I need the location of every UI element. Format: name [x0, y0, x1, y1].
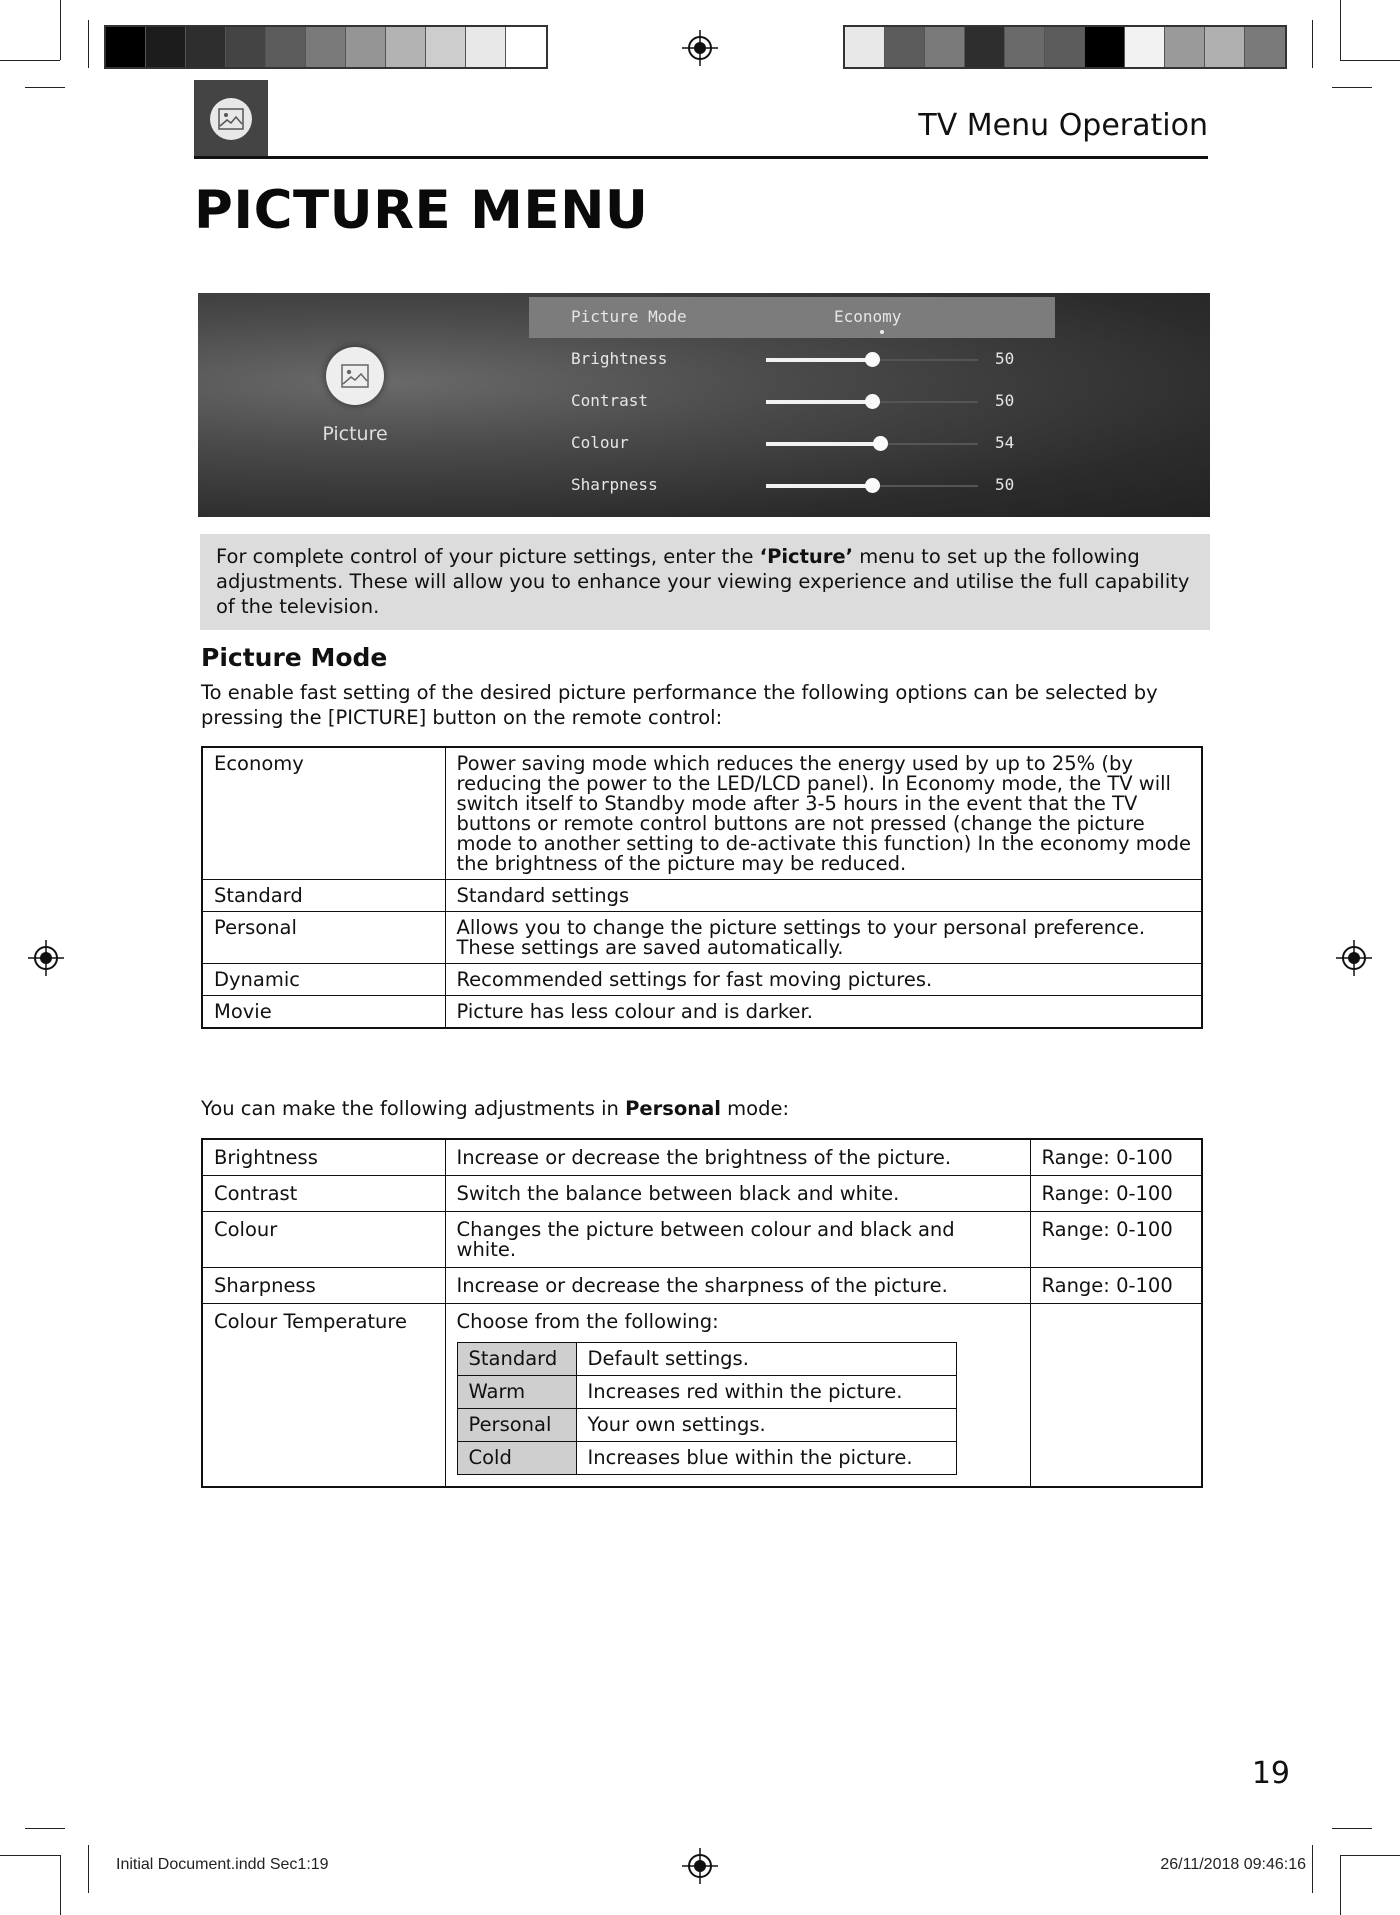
option-name: Standard [457, 1343, 576, 1376]
color-swatch [845, 27, 885, 67]
slug-file-info: Initial Document.indd Sec1:19 [116, 1856, 329, 1873]
slider-row-brightness[interactable] [529, 339, 1129, 380]
crop-mark [1340, 1855, 1400, 1856]
color-swatch [1085, 27, 1125, 67]
intro-bold: ‘Picture’ [759, 545, 854, 568]
table-row [202, 996, 1202, 1029]
slider-value: 50 [995, 349, 1015, 368]
header-rule [194, 156, 1208, 159]
setting-name: Colour Temperature [202, 1304, 445, 1488]
slider-value: 50 [995, 391, 1015, 410]
page-title: PICTURE MENU [194, 180, 649, 241]
table-row [202, 1212, 1202, 1268]
color-swatch [1125, 27, 1165, 67]
crop-mark [0, 1855, 60, 1856]
mode-description: Allows you to change the picture settings to your personal preference. These settings are saved automatically. [445, 912, 1202, 964]
tv-menu-category-label: Picture [322, 423, 388, 445]
mode-description: Recommended settings for fast moving pictures. [445, 964, 1202, 996]
crop-mark [1340, 60, 1400, 61]
slider-row-colour[interactable] [529, 423, 1129, 464]
setting-description: Changes the picture between colour and black and white. [445, 1212, 1030, 1268]
setting-name: Brightness [202, 1139, 445, 1176]
registration-mark-icon [682, 1848, 718, 1884]
table-row [457, 1409, 956, 1442]
table-row [202, 1139, 1202, 1176]
slider-label: Colour [571, 433, 629, 452]
section-title: TV Menu Operation [918, 108, 1208, 143]
setting-range: Range: 0-100 [1030, 1139, 1202, 1176]
slider-value: 50 [995, 475, 1015, 494]
slider-row-contrast[interactable] [529, 381, 1129, 422]
personal-adjustments-table [201, 1138, 1203, 1488]
option-name: Warm [457, 1376, 576, 1409]
mode-name: Dynamic [202, 964, 445, 996]
crop-mark [1340, 0, 1341, 60]
table-row [457, 1343, 956, 1376]
crop-mark [25, 1828, 65, 1829]
intro-note [200, 534, 1210, 630]
color-swatch [885, 27, 925, 67]
picture-icon [326, 347, 384, 405]
page-number: 19 [1251, 1756, 1290, 1791]
slider-knob[interactable] [873, 436, 888, 451]
slug-timestamp: 26/11/2018 09:46:16 [1160, 1856, 1306, 1873]
color-swatch [1245, 27, 1285, 67]
crop-mark [1332, 87, 1372, 88]
setting-name: Contrast [202, 1176, 445, 1212]
table-row [457, 1442, 956, 1475]
mode-indicator-dot [880, 330, 884, 334]
picture-icon [210, 98, 252, 140]
mode-name: Personal [202, 912, 445, 964]
slider-knob[interactable] [865, 352, 880, 367]
crop-mark [88, 20, 89, 68]
para-bold: Personal [625, 1097, 721, 1120]
setting-description: Increase or decrease the brightness of the picture. [445, 1139, 1030, 1176]
color-swatch [226, 27, 266, 67]
picture-mode-table [201, 746, 1203, 1029]
table-row [202, 747, 1202, 880]
table-row [202, 1304, 1202, 1488]
setting-range: Range: 0-100 [1030, 1268, 1202, 1304]
crop-mark [1312, 20, 1313, 68]
registration-mark-icon [28, 940, 64, 976]
slider-fill [766, 442, 880, 446]
mode-name: Economy [202, 747, 445, 880]
crop-mark [1312, 1845, 1313, 1893]
picture-mode-label: Picture Mode [571, 307, 687, 326]
intro-text: For complete control of your picture settings, enter the [216, 545, 760, 568]
slider-knob[interactable] [865, 394, 880, 409]
setting-description: Increase or decrease the sharpness of the picture. [445, 1268, 1030, 1304]
crop-mark [88, 1845, 89, 1893]
colour-temp-intro: Choose from the following: [456, 1310, 719, 1333]
color-swatch [266, 27, 306, 67]
setting-description: Switch the balance between black and white. [445, 1176, 1030, 1212]
color-swatch [426, 27, 466, 67]
picture-mode-row[interactable] [529, 297, 1129, 338]
table-row [202, 964, 1202, 996]
setting-range [1030, 1304, 1202, 1488]
option-description: Increases blue within the picture. [576, 1442, 956, 1475]
color-swatch [106, 27, 146, 67]
slider-knob[interactable] [865, 478, 880, 493]
crop-mark [1340, 1855, 1341, 1915]
slider-label: Contrast [571, 391, 649, 410]
option-name: Personal [457, 1409, 576, 1442]
registration-mark-icon [1336, 940, 1372, 976]
mode-description: Picture has less colour and is darker. [445, 996, 1202, 1029]
table-row [457, 1376, 956, 1409]
slider-label: Brightness [571, 349, 668, 368]
color-swatch [1205, 27, 1245, 67]
slider-label: Sharpness [571, 475, 658, 494]
option-description: Increases red within the picture. [576, 1376, 956, 1409]
option-description: Default settings. [576, 1343, 956, 1376]
table-row [202, 880, 1202, 912]
color-calibration-bar-right [843, 25, 1287, 69]
crop-mark [60, 1855, 61, 1915]
para-text: You can make the following adjustments in [201, 1097, 626, 1120]
picture-mode-paragraph: To enable fast setting of the desired picture performance the following options can be selected by pressing the [PICTURE] button on the remote control: [201, 681, 1158, 729]
color-swatch [186, 27, 226, 67]
color-calibration-bar-left [104, 25, 548, 69]
mode-name: Standard [202, 880, 445, 912]
color-swatch [506, 27, 546, 67]
mode-name: Movie [202, 996, 445, 1029]
option-description: Your own settings. [576, 1409, 956, 1442]
slider-fill [766, 484, 872, 488]
setting-name: Colour [202, 1212, 445, 1268]
mode-description: Standard settings [445, 880, 1202, 912]
colour-temp-options-table [457, 1342, 957, 1475]
setting-range: Range: 0-100 [1030, 1176, 1202, 1212]
color-swatch [346, 27, 386, 67]
personal-adjustments-paragraph [201, 1097, 789, 1120]
section-icon-box [194, 80, 268, 158]
picture-mode-heading: Picture Mode [201, 643, 388, 672]
setting-name: Sharpness [202, 1268, 445, 1304]
picture-mode-value: Economy [834, 307, 902, 326]
color-swatch [925, 27, 965, 67]
registration-mark-icon [682, 30, 718, 66]
table-row [202, 1176, 1202, 1212]
table-row [202, 912, 1202, 964]
para-text: mode: [720, 1097, 790, 1120]
color-swatch [1045, 27, 1085, 67]
option-name: Cold [457, 1442, 576, 1475]
table-row [202, 1268, 1202, 1304]
crop-mark [1332, 1828, 1372, 1829]
setting-description [445, 1304, 1030, 1488]
slider-row-sharpness[interactable] [529, 465, 1129, 506]
color-swatch [1005, 27, 1045, 67]
color-swatch [306, 27, 346, 67]
tv-menu-screenshot [198, 293, 1210, 517]
color-swatch [1165, 27, 1205, 67]
setting-range: Range: 0-100 [1030, 1212, 1202, 1268]
color-swatch [146, 27, 186, 67]
slider-fill [766, 400, 872, 404]
color-swatch [386, 27, 426, 67]
slider-value: 54 [995, 433, 1015, 452]
crop-mark [0, 60, 60, 61]
mode-description: Power saving mode which reduces the energy used by up to 25% (by reducing the power to the LED/LCD panel). In Economy mode, the TV will switch itself to Standby mode after 3-5 hours in the event that the TV buttons or remote control buttons are not pressed (change the picture mode to another setting to de-activate this function) In the economy mode the brightness of the picture may be reduced. [445, 747, 1202, 880]
color-swatch [466, 27, 506, 67]
crop-mark [60, 0, 61, 60]
color-swatch [965, 27, 1005, 67]
crop-mark [25, 87, 65, 88]
intro-text: menu to set up the following adjustments. These will allow you to enhance your viewing experience and utilise the full capability of the television. [216, 545, 1190, 618]
slider-fill [766, 358, 872, 362]
